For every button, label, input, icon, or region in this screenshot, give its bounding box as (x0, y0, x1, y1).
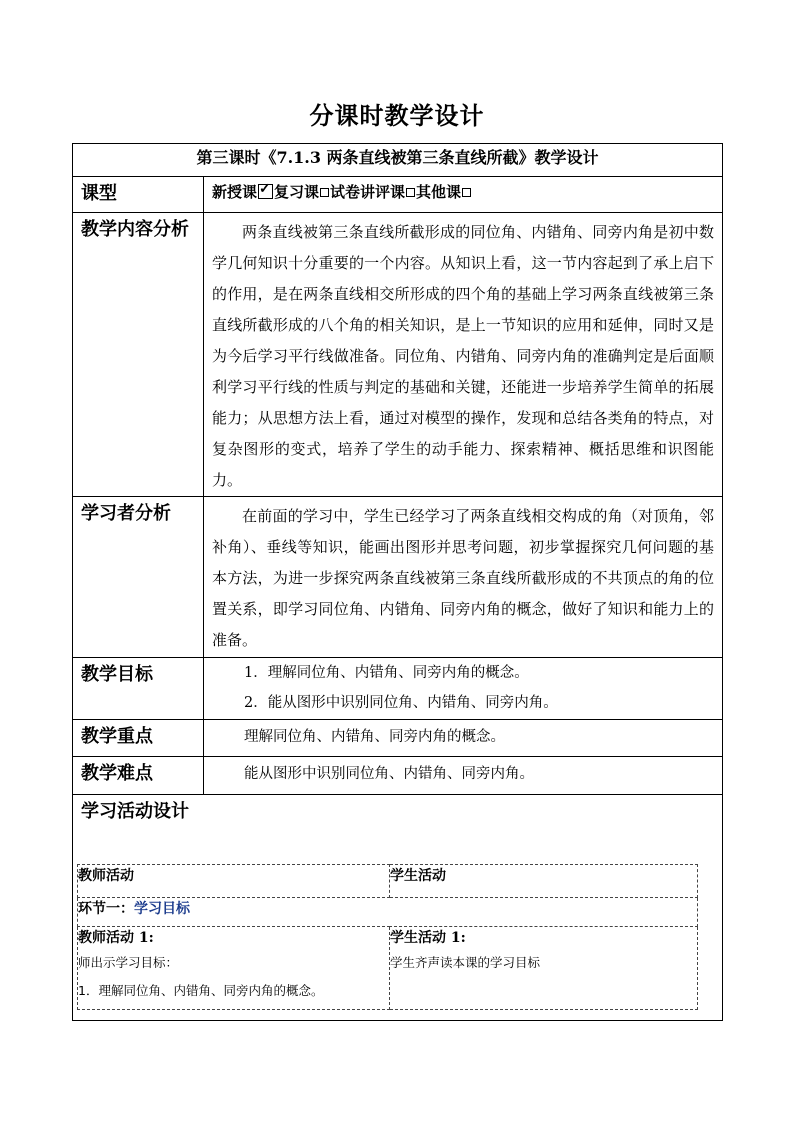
checkbox-other-icon[interactable] (462, 188, 471, 197)
teaching-goals-cell (204, 658, 723, 720)
teacher-activity-line: 师出示学习目标： (78, 955, 179, 970)
section-prefix: 环节一： (78, 901, 134, 917)
checked-checkbox-icon[interactable]: ✓ (258, 184, 273, 199)
section-row (78, 898, 698, 927)
difficulty-cell (204, 757, 723, 795)
section-name: 学习目标 (134, 901, 190, 917)
teacher-activity-title: 教师活动 1: (78, 930, 154, 946)
learner-analysis-cell (204, 497, 723, 658)
content-analysis-text: 两条直线被第三条直线所截形成的同位角、内错角、同旁内角是初中数学几何知识十分重要的一个内容。从知识上看，这一节内容起到了承上启下的作用，是在两条直线相交所形成的四个角的基础上学习两条直线被第三条直线所截形成的八个角的相关知识，是上一节知识的应用和延伸，同时又是为今后学习平行线做准备。同位角、内错角、同旁内角的准确判定是后面顺利学习平行线的性质与判定的基础和关键，还能进一步培养学生简单的拓展能力；从思想方法上看，通过对模型的操作，发现和总结各类角的特点，对复杂图形的变式，培养了学生的动手能力、探索精神、概括思维和识图能力。 (212, 223, 714, 489)
lesson-type-label: 课型 (73, 177, 204, 213)
lesson-type-option-other: 其他课 (416, 183, 462, 201)
content-analysis-label: 教学内容分析 (73, 213, 204, 497)
page-title: 分课时教学设计 (309, 101, 485, 130)
difficulty-label: 教学难点 (73, 757, 204, 795)
document-title: 第三课时《7.1.3 两条直线被第三条直线所截》教学设计 (73, 144, 723, 177)
key-point-text: 理解同位角、内错角、同旁内角的概念。 (244, 729, 505, 745)
lesson-type-option-review: 复习课 (274, 183, 320, 201)
student-activity-line: 学生齐声读本课的学习目标 (390, 955, 541, 970)
activity-table (77, 864, 698, 1010)
key-point-cell (204, 720, 723, 757)
content-analysis-cell (204, 213, 723, 497)
lesson-type-options (204, 177, 723, 213)
teacher-activity-cell (78, 927, 390, 1010)
activity-design-cell (73, 795, 723, 1021)
activity-design-heading: 学习活动设计 (81, 801, 189, 822)
lesson-type-option-exam: 试卷讲评课 (330, 183, 406, 201)
learner-analysis-text: 在前面的学习中，学生已经学习了两条直线相交构成的角（对顶角，邻补角）、垂线等知识，能画出图形并思考问题，初步掌握探究几何问题的基本方法，为进一步探究两条直线被第三条直线所截形成的不共顶点的角的位置关系，即学习同位角、内错角、同旁内角的概念，做好了知识和能力上的准备。 (212, 507, 714, 649)
checkbox-review-icon[interactable] (320, 188, 329, 197)
teacher-activity-header: 教师活动 (78, 865, 390, 898)
learner-analysis-label: 学习者分析 (73, 497, 204, 658)
student-activity-title: 学生活动 1: (390, 930, 466, 946)
key-point-label: 教学重点 (73, 720, 204, 757)
teaching-goals-label: 教学目标 (73, 658, 204, 720)
difficulty-text: 能从图形中识别同位角、内错角、同旁内角。 (244, 766, 534, 782)
lesson-design-table (72, 143, 723, 1021)
student-activity-cell (390, 927, 698, 1010)
teaching-goal-item: 2．能从图形中识别同位角、内错角、同旁内角。 (244, 695, 558, 711)
teacher-activity-line: 1．理解同位角、内错角、同旁内角的概念。 (78, 983, 324, 998)
checkbox-exam-icon[interactable] (406, 188, 415, 197)
lesson-type-option-new: 新授课 (212, 183, 258, 201)
teaching-goal-item: 1．理解同位角、内错角、同旁内角的概念。 (244, 665, 529, 681)
student-activity-header: 学生活动 (390, 865, 698, 898)
